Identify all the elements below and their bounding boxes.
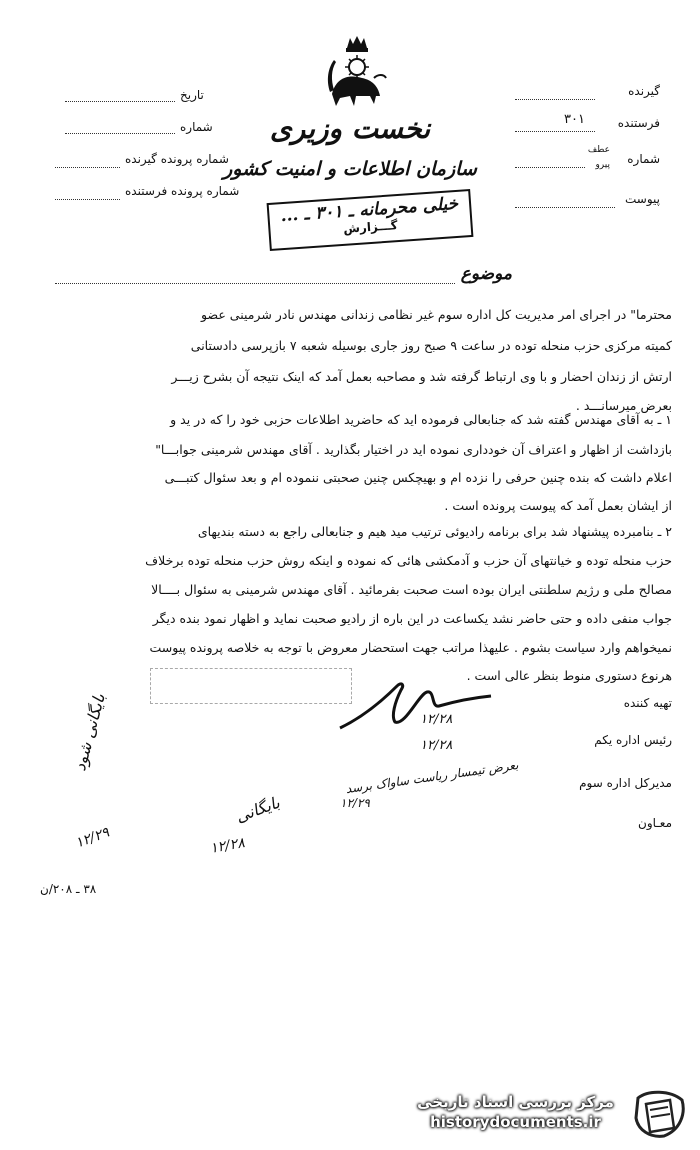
watermark-url: historydocuments.ir xyxy=(430,1113,601,1131)
recipient-file-label: شماره پرونده گیرنده xyxy=(125,152,229,166)
attachment-label: پیوست xyxy=(625,192,660,206)
body-line: محترما" در اجرای امر مدیریت کل اداره سوم غیر نظامی زندانی مهندس نادر شرمینی عضو xyxy=(201,307,672,322)
watermark-name: مرکز بررسی اسناد تاریخی xyxy=(417,1093,614,1111)
note-left-2: ۱۲/۲۹ xyxy=(73,824,112,852)
signature-prepared-by xyxy=(335,676,495,736)
date-dots xyxy=(65,100,175,102)
deputy-label: معـاون xyxy=(638,816,672,830)
chief-date: ۱۲/۲۸ xyxy=(420,738,453,753)
body-line: بازداشت از اظهار و اعتراف آن خودداری نموده اید در اختیار بگذارید . آقای مهندس شرمینی جوابـــا" xyxy=(155,442,672,457)
body-line: اعلام داشت که بنده چنین حرفی را نزده ام و بهیچکس چنین صحبتی ننموده ام و بعد سئوال کتبـــی xyxy=(164,470,672,485)
note-center-2: ۱۲/۲۸ xyxy=(208,835,246,857)
body-line: بعرض میرسانـــد . xyxy=(575,398,672,413)
chief-label: رئیس اداره یکم xyxy=(594,733,672,747)
attachment-dots xyxy=(515,206,615,208)
sender-label: فرستنده xyxy=(617,116,660,130)
document-subtitle: سازمان اطلاعات و امنیت کشور xyxy=(223,158,477,180)
director-note: بعرض تیمسار ریاست ساواک برسد xyxy=(344,757,520,797)
body-line: هرنوع دستوری منوط بنظر عالی است . xyxy=(466,668,672,683)
sender-file-label: شماره پرونده فرستنده xyxy=(125,184,240,198)
stamp-line1: خیلی محرمانه ـ ۳۰۱ ـ ... xyxy=(279,193,459,227)
stamp-line2: گـــزارش xyxy=(342,218,399,236)
form-code: ۳۸ ـ ۲۰۸/ن xyxy=(40,882,97,896)
subject-dots xyxy=(55,282,455,284)
body-line: کمیته مرکزی حزب منحله توده در ساعت ۹ صبح روز جاری بوسیله شعبه ۷ بازپرسی دادستانی xyxy=(190,338,672,353)
document-title: نخست وزیری xyxy=(269,112,431,145)
sender-file-dots xyxy=(55,198,120,200)
body-line: ۱ ـ به آقای مهندس گفته شد که جنابعالی فرموده اید که حاضرید اطلاعات حزبی خود را که در ید و xyxy=(170,412,672,427)
number-label-left: شماره xyxy=(180,120,213,134)
number-label-right: شماره xyxy=(627,152,660,166)
note-left-1: بایگانی شود xyxy=(70,691,109,773)
watermark-logo-icon xyxy=(630,1088,688,1140)
body-line: حزب منحله توده و خیانتهای آن حزب و آدمکشی هائی که نموده و اینکه روش حزب منحله توده برخلاف xyxy=(145,553,672,568)
prepared-by-date: ۱۲/۲۸ xyxy=(420,712,453,727)
prepared-by-label: تهیه کننده xyxy=(623,696,672,710)
note-center-1: بایگانی xyxy=(233,792,283,827)
director-label: مدیرکل اداره سوم xyxy=(579,776,672,790)
body-line: ارتش از زندان احضار و با وی ارتباط گرفته شد و مصاحبه بعمل آمد که اینک نتیجه آن بشرح زیـــر xyxy=(171,369,672,384)
watermark xyxy=(408,1093,623,1131)
number-bottom: پیرو xyxy=(595,160,610,170)
recipient-dots xyxy=(515,98,595,100)
number-top: عطف xyxy=(587,145,610,155)
sender-value: ۳۰۱ xyxy=(564,112,585,127)
body-line: ۲ ـ بنامبرده پیشنهاد شد برای برنامه رادیوئی ترتیب مید هیم و جنابعالی راجع به دسته بندیهای xyxy=(197,524,672,539)
redacted-box xyxy=(150,668,352,704)
subject-label: موضوع xyxy=(460,264,512,284)
body-line: جواب منفی داده و حتی حاضر نشد یکساعت در این باره از رادیو صحبت نماید و اظهار نمود بنده دیگر xyxy=(152,611,672,626)
body-line: مصالح ملی و رژیم سلطنتی ایران بوده است صحبت بفرمائید . آقای مهندس شرمینی به سئوال بــــالا xyxy=(151,582,672,597)
classification-stamp xyxy=(267,189,474,251)
recipient-label: گیرنده xyxy=(628,84,660,98)
lion-and-sun-emblem-icon xyxy=(322,34,392,112)
date-label: تاریخ xyxy=(180,88,204,102)
body-line: نمیخواهم وارد سیاست بشوم . علیهذا مراتب جهت استحضار معروض با توجه به خلاصه پرونده پیوست xyxy=(149,640,672,655)
body-line: از ایشان بعمل آمد که پیوست پرونده است . xyxy=(444,498,672,513)
director-date: ۱۲/۲۹ xyxy=(340,796,370,810)
